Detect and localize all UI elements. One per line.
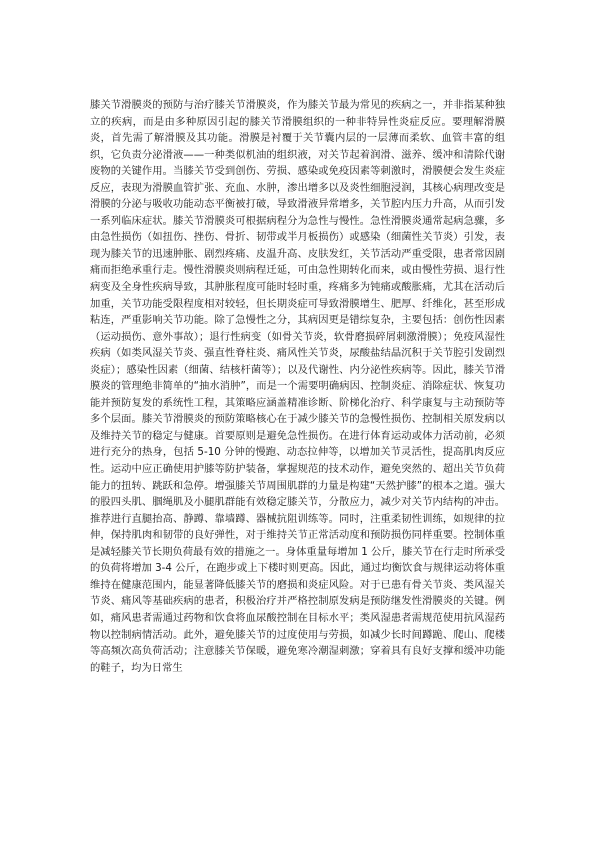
body-paragraph: 膝关节滑膜炎的预防与治疗膝关节滑膜炎，作为膝关节最为常见的疾病之一，并非指某种独立的疾病，而是由多种原因引起的膝关节滑膜组织的一种非特异性炎症反应。要理解滑膜炎，首先需了解滑膜及其功能。滑膜是衬覆于关节囊内层的一层薄而柔软、血管丰富的组织，它负责分泌滑液——一种类似机油的组织液，对关节起着润滑、滋养、缓冲和清除代谢废物的关键作用。当膝关节受到创伤、劳损、感染或免疫因素等刺激时，滑膜便会发生炎症反应，表现为滑膜血管扩张、充血、水肿，渗出增多以及炎性细胞浸润，其核心病理改变是滑膜的分泌与吸收功能动态平衡被打破，导致滑液异常增多，关节腔内压力升高，从而引发一系列临床症状。膝关节滑膜炎可根据病程分为急性与慢性。急性滑膜炎通常起病急骤，多由急性损伤（如扭伤、挫伤、骨折、韧带或半月板损伤）或感染（细菌性关节炎）引发，表现为膝关节的迅速肿胀、剧烈疼痛、皮温升高、皮肤发红，关节活动严重受限，患者常因剧痛而拒绝承重行走。慢性滑膜炎则病程迁延，可由急性期转化而来，或由慢性劳损、退行性病变及全身性疾病导致，其肿胀程度可能时轻时重，疼痛多为钝痛或酸胀痛，尤其在活动后加重，关节功能受限程度相对较轻，但长期炎症可导致滑膜增生、肥厚、纤维化，甚至形成粘连，严重影响关节功能。除了急慢性之分，其病因更是错综复杂，主要包括：创伤性因素（运动损伤、意外事故）；退行性病变（如骨关节炎，软骨磨损碎屑刺激滑膜）；免疫风湿性疾病（如类风湿关节炎、强直性脊柱炎、痛风性关节炎，尿酸盐结晶沉积于关节腔引发剧烈炎症）；感染性因素（细菌、结核杆菌等）；以及代谢性、内分泌性疾病等。因此，膝关节滑膜炎的管理绝非简单的“抽水消肿”，而是一个需要明确病因、控制炎症、消除症状、恢复功能并预防复发的系统性工程，其策略应涵盖精准诊断、阶梯化治疗、科学康复与主动预防等多个层面。膝关节滑膜炎的预防策略核心在于减少膝关节的急慢性损伤、控制相关原发病以及维持关节的稳定与健康。首要原则是避免急性损伤。在进行体育运动或体力活动前，必须进行充分的热身，包括 5-10 分钟的慢跑、动态拉伸等，以增加关节灵活性，提高肌肉反应性。运动中应正确使用护膝等防护装备，掌握规范的技术动作，避免突然的、超出关节负荷能力的扭转、跳跃和急停。增强膝关节周围肌群的力量是构建“天然护膝”的根本之道。强大的股四头肌、腘绳肌及小腿肌群能有效稳定膝关节，分散应力，减少对关节内结构的冲击。推荐进行直腿抬高、静蹲、靠墙蹲、器械抗阻训练等。同时，注重柔韧性训练，如规律的拉伸，保持肌肉和韧带的良好弹性，对于维持关节正常活动度和预防损伤同样重要。控制体重是减轻膝关节长期负荷最有效的措施之一。身体重量每增加 1 公斤，膝关节在行走时所承受的负荷将增加 3-4 公斤，在跑步或上下楼时则更高。因此，通过均衡饮食与规律运动将体重维持在健康范围内，能显著降低膝关节的磨损和炎症风险。对于已患有骨关节炎、类风湿关节炎、痛风等基础疾病的患者，积极治疗并严格控制原发病是预防继发性滑膜炎的关键。例如，痛风患者需通过药物和饮食将血尿酸控制在目标水平；类风湿患者需规范使用抗风湿药物以控制病情活动。此外，避免膝关节的过度使用与劳损，如减少长时间蹲跪、爬山、爬楼等高频次高负荷活动；注意膝关节保暖，避免寒冷潮湿刺激；穿着具有良好支撑和缓冲功能的鞋子，均为日常生 [90, 99, 505, 674]
